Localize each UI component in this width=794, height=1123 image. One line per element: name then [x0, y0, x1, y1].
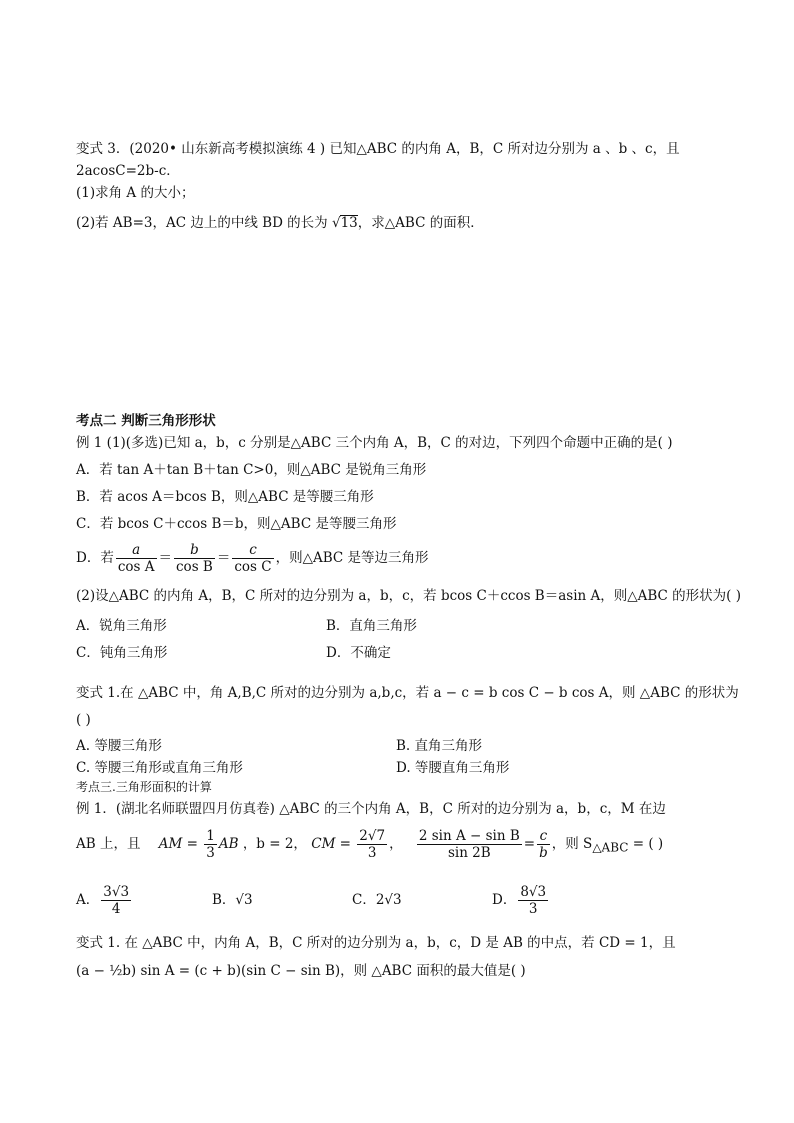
fraction-one-third: $\frac{1}{3}$: [206, 828, 215, 861]
section2-title: 考点二 判断三角形形状: [76, 413, 216, 429]
section3-title: 考点三.三角形面积的计算: [76, 780, 212, 794]
section3-variant1-line1: 变式 1. 在 △ABC 中，内角 A，B，C 所对的边分别为 a，b，c，D 是 AB 的中点，若 CD = 1，且: [76, 935, 676, 951]
section3-option-a: A． $\frac{3√3}{4}$: [76, 884, 130, 917]
variant1-option-c: C. 等腰三角形或直角三角形: [76, 760, 243, 776]
section2-option-c: C．若 bcos C＋ccos B＝b，则△ABC 是等腰三角形: [76, 516, 397, 532]
fraction-c-cosC: $\frac{c}{\text{cos C}}$: [234, 542, 272, 575]
fraction-a-cosA: $\frac{a}{\text{cos A}}$: [117, 542, 155, 575]
fraction-b-cosB: $\frac{b}{\text{cos B}}$: [176, 542, 213, 575]
section2-example1-part2: (2)设△ABC 的内角 A，B，C 所对的边分别为 a，b，c，若 bcos C＋ccos B＝asin A，则△ABC 的形状为( ): [76, 588, 742, 604]
section3-option-c: C．2√3: [352, 892, 402, 908]
part2-option-a: A．锐角三角形: [76, 618, 167, 634]
section3-example1-line1: 例 1．(湖北名师联盟四月仿真卷) △ABC 的三个内角 A，B，C 所对的边分别为 a，b，c，M 在边: [76, 801, 666, 817]
section2-option-b: B．若 acos A＝bcos B，则△ABC 是等腰三角形: [76, 489, 374, 505]
section3-variant1-line2: (a − ½b) sin A = (c + b)(sin C − sin B)，则 △ABC 面积的最大值是( ): [76, 963, 526, 979]
section2-example1: 例 1 (1)(多选)已知 a，b，c 分别是△ABC 三个内角 A，B，C 的对边，下列四个命题中正确的是( ): [76, 435, 673, 451]
variant1-option-d: D. 等腰直角三角形: [396, 760, 510, 776]
section3-example1-line2: AB 上，且 AM = $\frac{1}{3}$ AB ，b = 2， CM = $\frac{2√7}{3}$ ， $\frac{\text{2 sin A − sin B}}{\sin 2B}$ = $\frac{c}{b}$ ，则 $S_{\triangle ABC}$ = ( ): [76, 828, 664, 861]
variant1-option-a: A. 等腰三角形: [76, 738, 162, 754]
part2-option-d: D．不确定: [326, 645, 391, 661]
variant3-question1: (1)求角 A 的大小；: [76, 185, 195, 201]
part2-option-b: B．直角三角形: [326, 618, 417, 634]
variant3-line2: 2acosC=2b-c．: [76, 163, 180, 179]
section2-option-d: D．若 $\frac{a}{\text{cos A}}$ ＝ $\frac{b}{\text{cos B}}$ ＝ $\frac{c}{\text{cos C}}$ ，则△ABC 是等边三角形: [76, 542, 429, 575]
section2-option-a: A．若 tan A＋tan B＋tan C>0，则△ABC 是锐角三角形: [76, 462, 427, 478]
section3-option-d: D． $\frac{8√3}{3}$: [492, 884, 547, 917]
section2-variant1-line1: 变式 1.在 △ABC 中，角 A,B,C 所对的边分别为 a,b,c，若 a − c = b cos C − b cos A，则 △ABC 的形状为: [76, 685, 739, 701]
variant1-option-b: B. 直角三角形: [396, 738, 483, 754]
fraction-c-over-b: $\frac{c}{b}$: [539, 828, 548, 861]
fraction-cm: $\frac{2√7}{3}$: [359, 828, 386, 861]
variant3-line1: 变式 3．(2020• 山东新高考模拟演练 4 ) 已知△ABC 的内角 A，B，C 所对边分别为 a 、b 、c，且: [76, 141, 680, 157]
variant3-question2: (2)若 AB=3，AC 边上的中线 BD 的长为 √13，求△ABC 的面积．: [76, 215, 484, 231]
fraction-sine-ratio: $\frac{\text{2 sin A − sin B}}{\sin 2B}$: [418, 828, 520, 861]
part2-option-c: C．钝角三角形: [76, 645, 168, 661]
section3-option-b: B．√3: [212, 892, 253, 908]
section2-variant1-line2: ( ): [76, 712, 91, 728]
radicand-13: 13: [340, 215, 358, 231]
